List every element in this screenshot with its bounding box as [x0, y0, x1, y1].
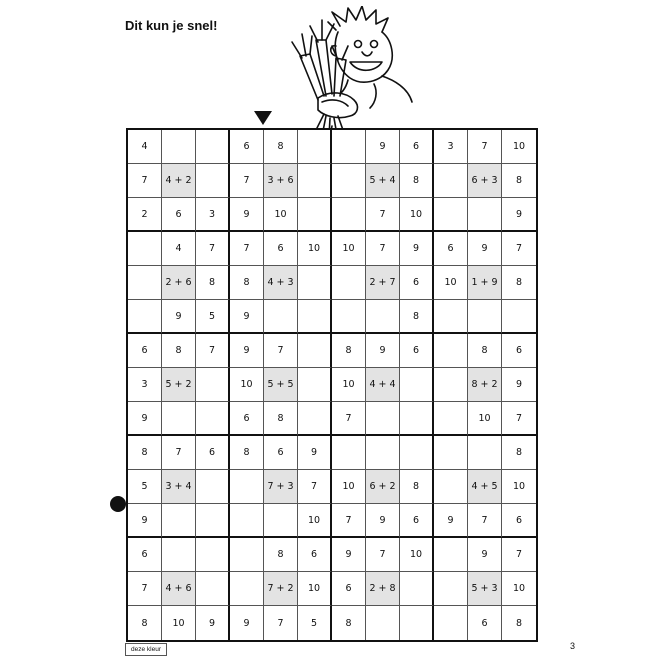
sum-cell[interactable]: 5 + 3: [468, 572, 502, 606]
grid-cell[interactable]: 6: [400, 334, 434, 368]
grid-cell[interactable]: [434, 334, 468, 368]
grid-cell[interactable]: [264, 504, 298, 538]
grid-cell[interactable]: 7: [264, 334, 298, 368]
grid-cell[interactable]: 10: [502, 130, 536, 164]
grid-cell[interactable]: [468, 436, 502, 470]
grid-cell[interactable]: [434, 470, 468, 504]
grid-cell[interactable]: [332, 300, 366, 334]
sum-cell[interactable]: 5 + 5: [264, 368, 298, 402]
grid-cell[interactable]: [468, 198, 502, 232]
grid-cell[interactable]: 5: [128, 470, 162, 504]
grid-cell[interactable]: [230, 538, 264, 572]
sum-cell[interactable]: 3 + 4: [162, 470, 196, 504]
sum-cell[interactable]: 7 + 2: [264, 572, 298, 606]
grid-cell[interactable]: 7: [128, 164, 162, 198]
grid-cell[interactable]: 10: [434, 266, 468, 300]
sudoku-grid: [126, 128, 538, 642]
grid-cell[interactable]: 9: [196, 606, 230, 640]
grid-cell[interactable]: 9: [468, 538, 502, 572]
grid-cell[interactable]: [502, 300, 536, 334]
grid-cell[interactable]: 8: [264, 130, 298, 164]
sum-cell[interactable]: 2 + 6: [162, 266, 196, 300]
grid-cell[interactable]: 10: [400, 538, 434, 572]
grid-cell[interactable]: 8: [332, 606, 366, 640]
grid-cell[interactable]: [434, 368, 468, 402]
grid-cell[interactable]: [230, 470, 264, 504]
grid-cell[interactable]: 5: [298, 606, 332, 640]
grid-cell[interactable]: [400, 436, 434, 470]
grid-cell[interactable]: 10: [468, 402, 502, 436]
grid-cell[interactable]: 9: [366, 130, 400, 164]
grid-cell[interactable]: 6: [400, 266, 434, 300]
grid-cell[interactable]: 8: [264, 538, 298, 572]
grid-cell[interactable]: 7: [502, 538, 536, 572]
sum-cell[interactable]: 6 + 3: [468, 164, 502, 198]
sum-cell[interactable]: 2 + 8: [366, 572, 400, 606]
grid-cell[interactable]: [298, 334, 332, 368]
grid-cell[interactable]: 9: [400, 232, 434, 266]
grid-cell[interactable]: 8: [128, 606, 162, 640]
grid-cell[interactable]: [128, 300, 162, 334]
grid-cell[interactable]: 6: [196, 436, 230, 470]
grid-cell[interactable]: 8: [502, 164, 536, 198]
grid-cell[interactable]: [366, 436, 400, 470]
grid-cell[interactable]: 8: [400, 164, 434, 198]
grid-cell[interactable]: 6: [468, 606, 502, 640]
grid-cell[interactable]: 6: [162, 198, 196, 232]
grid-cell[interactable]: [196, 130, 230, 164]
grid-cell[interactable]: [434, 300, 468, 334]
grid-cell[interactable]: [366, 402, 400, 436]
grid-cell[interactable]: 6: [502, 334, 536, 368]
sum-cell[interactable]: 1 + 9: [468, 266, 502, 300]
grid-cell[interactable]: 7: [128, 572, 162, 606]
grid-cell[interactable]: 7: [366, 232, 400, 266]
grid-cell[interactable]: 7: [468, 130, 502, 164]
sum-cell[interactable]: 2 + 7: [366, 266, 400, 300]
grid-cell[interactable]: 3: [196, 198, 230, 232]
color-legend-box: deze kleur: [125, 643, 167, 656]
grid-cell[interactable]: [298, 266, 332, 300]
grid-cell[interactable]: 9: [468, 232, 502, 266]
grid-cell[interactable]: [230, 572, 264, 606]
sum-cell[interactable]: 5 + 4: [366, 164, 400, 198]
grid-cell[interactable]: 5: [196, 300, 230, 334]
grid-cell[interactable]: [332, 436, 366, 470]
grid-cell[interactable]: [196, 470, 230, 504]
grid-cell[interactable]: 2: [128, 198, 162, 232]
grid-cell[interactable]: 8: [128, 436, 162, 470]
grid-cell[interactable]: 4: [128, 130, 162, 164]
grid-cell[interactable]: 10: [502, 470, 536, 504]
grid-cell[interactable]: 3: [128, 368, 162, 402]
grid-cell[interactable]: 9: [298, 436, 332, 470]
grid-cell[interactable]: [128, 266, 162, 300]
grid-cell[interactable]: 9: [128, 402, 162, 436]
sum-cell[interactable]: 3 + 6: [264, 164, 298, 198]
page-title: Dit kun je snel!: [125, 18, 218, 33]
sum-cell[interactable]: 4 + 4: [366, 368, 400, 402]
grid-cell[interactable]: [196, 402, 230, 436]
grid-cell[interactable]: [162, 130, 196, 164]
grid-cell[interactable]: 4: [162, 232, 196, 266]
grid-cell[interactable]: 7: [264, 606, 298, 640]
grid-cell[interactable]: 10: [230, 368, 264, 402]
grid-cell[interactable]: [298, 130, 332, 164]
grid-cell[interactable]: [162, 402, 196, 436]
grid-cell[interactable]: 8: [332, 334, 366, 368]
grid-cell[interactable]: [298, 164, 332, 198]
grid-cell[interactable]: 8: [502, 436, 536, 470]
grid-cell[interactable]: 6: [128, 538, 162, 572]
grid-cell[interactable]: 7: [162, 436, 196, 470]
grid-cell[interactable]: [400, 572, 434, 606]
grid-cell[interactable]: 9: [230, 198, 264, 232]
grid-cell[interactable]: 7: [196, 334, 230, 368]
grid-cell[interactable]: [332, 164, 366, 198]
grid-cell[interactable]: [366, 300, 400, 334]
grid-cell[interactable]: [434, 198, 468, 232]
grid-cell[interactable]: 7: [196, 232, 230, 266]
grid-cell[interactable]: 10: [502, 572, 536, 606]
grid-cell[interactable]: [230, 504, 264, 538]
grid-cell[interactable]: [434, 572, 468, 606]
grid-cell[interactable]: [400, 402, 434, 436]
grid-cell[interactable]: [196, 538, 230, 572]
grid-cell[interactable]: 10: [298, 572, 332, 606]
grid-cell[interactable]: 9: [332, 538, 366, 572]
grid-cell[interactable]: 10: [264, 198, 298, 232]
grid-cell[interactable]: [264, 300, 298, 334]
grid-cell[interactable]: 10: [162, 606, 196, 640]
grid-cell[interactable]: [468, 300, 502, 334]
grid-cell[interactable]: 9: [230, 606, 264, 640]
grid-cell[interactable]: [196, 368, 230, 402]
grid-cell[interactable]: 8: [502, 266, 536, 300]
sum-cell[interactable]: 8 + 2: [468, 368, 502, 402]
grid-cell[interactable]: 10: [332, 470, 366, 504]
grid-cell[interactable]: [366, 606, 400, 640]
sum-cell[interactable]: 7 + 3: [264, 470, 298, 504]
grid-cell[interactable]: 10: [298, 232, 332, 266]
grid-cell[interactable]: 6: [332, 572, 366, 606]
grid-cell[interactable]: 9: [366, 334, 400, 368]
grid-cell[interactable]: 7: [332, 402, 366, 436]
grid-cell[interactable]: 7: [468, 504, 502, 538]
grid-cell[interactable]: 8: [230, 266, 264, 300]
sum-cell[interactable]: 6 + 2: [366, 470, 400, 504]
grid-cell[interactable]: 8: [264, 402, 298, 436]
grid-cell[interactable]: 7: [298, 470, 332, 504]
grid-cell[interactable]: [162, 504, 196, 538]
grid-cell[interactable]: 6: [128, 334, 162, 368]
grid-cell[interactable]: 6: [264, 232, 298, 266]
sum-cell[interactable]: 4 + 5: [468, 470, 502, 504]
grid-cell[interactable]: [332, 266, 366, 300]
grid-cell[interactable]: [196, 504, 230, 538]
grid-cell[interactable]: [434, 164, 468, 198]
sum-cell[interactable]: 4 + 3: [264, 266, 298, 300]
grid-cell[interactable]: 10: [298, 504, 332, 538]
grid-cell[interactable]: 7: [230, 232, 264, 266]
grid-cell[interactable]: [298, 402, 332, 436]
grid-cell[interactable]: [332, 198, 366, 232]
grid-cell[interactable]: 9: [502, 368, 536, 402]
page-number: 3: [570, 641, 576, 651]
grid-cell[interactable]: 7: [502, 232, 536, 266]
grid-cell[interactable]: 6: [502, 504, 536, 538]
grid-cell[interactable]: 6: [298, 538, 332, 572]
grid-cell[interactable]: 6: [400, 504, 434, 538]
grid-cell[interactable]: [332, 130, 366, 164]
grid-cell[interactable]: [400, 368, 434, 402]
down-triangle-icon: [253, 110, 273, 126]
grid-cell[interactable]: 7: [366, 538, 400, 572]
sum-cell[interactable]: 5 + 2: [162, 368, 196, 402]
grid-cell[interactable]: 9: [434, 504, 468, 538]
grid-cell[interactable]: 8: [468, 334, 502, 368]
grid-cell[interactable]: 9: [502, 198, 536, 232]
grid-cell[interactable]: [196, 572, 230, 606]
grid-cell[interactable]: 7: [502, 402, 536, 436]
grid-cell[interactable]: 8: [400, 470, 434, 504]
grid-cell[interactable]: [298, 300, 332, 334]
grid-cell[interactable]: 8: [230, 436, 264, 470]
grid-cell[interactable]: 9: [230, 334, 264, 368]
grid-cell[interactable]: [434, 538, 468, 572]
grid-cell[interactable]: [298, 368, 332, 402]
sum-cell[interactable]: 4 + 2: [162, 164, 196, 198]
grid-cell[interactable]: 9: [128, 504, 162, 538]
grid-cell[interactable]: 8: [502, 606, 536, 640]
grid-cell[interactable]: 10: [332, 368, 366, 402]
grid-cell[interactable]: [400, 606, 434, 640]
grid-cell[interactable]: 8: [400, 300, 434, 334]
grid-cell[interactable]: 10: [332, 232, 366, 266]
grid-cell[interactable]: [162, 538, 196, 572]
black-dot-icon: [110, 496, 126, 512]
grid-cell[interactable]: [298, 198, 332, 232]
grid-cell[interactable]: [434, 606, 468, 640]
grid-cell[interactable]: 6: [230, 402, 264, 436]
grid-cell[interactable]: 10: [400, 198, 434, 232]
grid-cell[interactable]: 6: [230, 130, 264, 164]
grid-cell[interactable]: 6: [264, 436, 298, 470]
grid-cell[interactable]: 7: [366, 198, 400, 232]
grid-cell[interactable]: 9: [230, 300, 264, 334]
grid-cell[interactable]: 7: [332, 504, 366, 538]
grid-cell[interactable]: 7: [230, 164, 264, 198]
grid-cell[interactable]: 6: [400, 130, 434, 164]
grid-cell[interactable]: [434, 402, 468, 436]
grid-cell[interactable]: 8: [162, 334, 196, 368]
grid-cell[interactable]: 8: [196, 266, 230, 300]
grid-cell[interactable]: [128, 232, 162, 266]
grid-cell[interactable]: 3: [434, 130, 468, 164]
grid-cell[interactable]: 9: [162, 300, 196, 334]
grid-cell[interactable]: [434, 436, 468, 470]
grid-cell[interactable]: [196, 164, 230, 198]
sum-cell[interactable]: 4 + 6: [162, 572, 196, 606]
grid-cell[interactable]: 6: [434, 232, 468, 266]
grid-cell[interactable]: 9: [366, 504, 400, 538]
